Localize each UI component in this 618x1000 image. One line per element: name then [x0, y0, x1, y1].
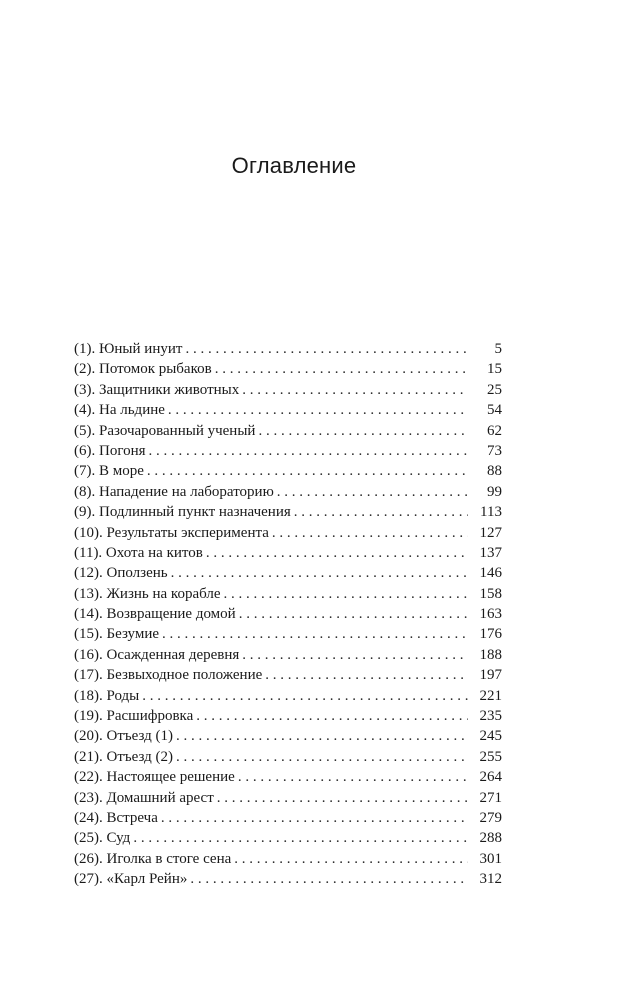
toc-entry-page-number: 197 [479, 667, 502, 684]
dot-leader [176, 747, 468, 767]
toc-entry-title: (11). Охота на китов [74, 544, 203, 561]
toc-entry-title: (14). Возвращение домой [74, 606, 236, 623]
toc-entry [74, 747, 502, 767]
toc-entry [74, 849, 502, 869]
toc-entry-title: (22). Настоящее решение [74, 769, 235, 786]
toc-entry [74, 828, 502, 848]
toc-entry [74, 624, 502, 644]
toc-entry-title: (1). Юный инуит [74, 341, 183, 357]
toc-entry [74, 502, 502, 522]
toc-entry-title: (3). Защитники животных [74, 381, 240, 398]
toc-entry [74, 563, 502, 583]
toc-entry-page-number: 312 [479, 871, 502, 888]
toc-entry-page-number: 245 [479, 728, 502, 745]
toc-entry-page-number: 188 [479, 646, 502, 663]
toc-entry [74, 808, 502, 828]
toc-entry [74, 421, 502, 441]
toc-entry-page-number: 301 [479, 850, 502, 867]
dot-leader [133, 828, 468, 848]
toc-entry [74, 706, 502, 726]
toc-entry-page-number: 73 [487, 442, 502, 459]
dot-leader [162, 624, 468, 644]
toc-entry-title: (16). Осажденная деревня [74, 646, 240, 663]
toc-entry-page-number: 158 [479, 585, 502, 602]
dot-leader [217, 788, 468, 808]
toc-entry [74, 584, 502, 604]
toc-entry [74, 645, 502, 665]
dot-leader [242, 645, 468, 665]
toc-entry-page-number: 127 [479, 524, 502, 541]
toc-entry-page-number: 221 [479, 687, 502, 704]
dot-leader [242, 380, 468, 400]
toc-entry-title: (25). Суд [74, 830, 131, 847]
toc-entry-title: (26). Иголка в стоге сена [74, 850, 232, 867]
dot-leader [239, 604, 468, 624]
toc-entry [74, 380, 502, 400]
toc-entry-title: (6). Погоня [74, 442, 146, 459]
dot-leader [190, 869, 468, 889]
toc-entry [74, 523, 502, 543]
toc-entry-title: (5). Разочарованный ученый [74, 422, 256, 439]
toc-entry-title: (23). Домашний арест [74, 789, 214, 806]
dot-leader [149, 441, 468, 461]
toc-entry-title: (27). «Карл Рейн» [74, 871, 188, 888]
toc-entry-page-number: 264 [479, 769, 502, 786]
toc-entry-title: (9). Подлинный пункт назначения [74, 504, 291, 521]
toc-entry-page-number: 99 [487, 483, 502, 500]
dot-leader [147, 461, 468, 481]
toc-entry-title: (21). Отъезд (2) [74, 748, 174, 765]
toc-entry [74, 461, 502, 481]
toc-entry [74, 767, 502, 787]
dot-leader [196, 706, 468, 726]
toc-entry [74, 339, 502, 359]
toc-entry-title: (8). Нападение на лабораторию [74, 483, 274, 500]
toc-entry-title: (13). Жизнь на корабле [74, 585, 221, 602]
toc-entry-page-number: 137 [479, 544, 502, 561]
dot-leader [224, 584, 468, 604]
toc-entry-page-number: 25 [487, 381, 502, 398]
toc-entry-page-number: 54 [487, 402, 502, 419]
toc-entry-title: (10). Результаты эксперимента [74, 524, 269, 541]
dot-leader [234, 849, 468, 869]
dot-leader [171, 563, 468, 583]
dot-leader [258, 421, 468, 441]
toc-entry [74, 686, 502, 706]
page-title: Оглавление [231, 152, 357, 178]
toc-entry [74, 726, 502, 746]
toc-entry-title: (20). Отъезд (1) [74, 728, 174, 745]
toc-entry [74, 543, 502, 563]
toc-entry [74, 441, 502, 461]
dot-leader [238, 767, 468, 787]
toc-entry-page-number: 15 [487, 361, 502, 378]
toc-entry-page-number: 279 [479, 809, 502, 826]
toc-entry-page-number: 62 [487, 422, 502, 439]
toc-entry-page-number: 255 [479, 748, 502, 765]
dot-leader [277, 482, 468, 502]
toc-entry [74, 400, 502, 420]
toc-entry-page-number: 271 [479, 789, 502, 806]
toc-entry-page-number: 113 [480, 504, 502, 521]
toc-entry [74, 788, 502, 808]
toc-entry-title: (18). Роды [74, 687, 140, 704]
dot-leader [168, 400, 468, 420]
toc-entry-page-number: 146 [479, 565, 502, 582]
toc-entry [74, 482, 502, 502]
toc-entry-page-number: 88 [487, 463, 502, 480]
toc-entry-title: (19). Расшифровка [74, 708, 194, 725]
dot-leader [272, 523, 468, 543]
dot-leader [185, 339, 468, 359]
dot-leader [161, 808, 468, 828]
toc-entry-title: (15). Безумие [74, 626, 160, 643]
dot-leader [176, 726, 468, 746]
toc-entry-title: (17). Безвыходное положение [74, 667, 263, 684]
dot-leader [265, 665, 468, 685]
table-of-contents [74, 339, 502, 890]
dot-leader [215, 359, 468, 379]
toc-entry [74, 869, 502, 889]
toc-entry-page-number: 235 [479, 708, 502, 725]
toc-entry-page-number: 5 [494, 341, 502, 357]
toc-entry [74, 665, 502, 685]
toc-entry-title: (4). На льдине [74, 402, 165, 419]
toc-entry-page-number: 176 [479, 626, 502, 643]
dot-leader [206, 543, 468, 563]
toc-entry [74, 359, 502, 379]
toc-entry-title: (7). В море [74, 463, 144, 480]
toc-entry-page-number: 288 [479, 830, 502, 847]
toc-entry-title: (24). Встреча [74, 809, 158, 826]
toc-entry-title: (12). Оползень [74, 565, 168, 582]
toc-entry-title: (2). Потомок рыбаков [74, 361, 212, 378]
dot-leader [294, 502, 468, 522]
toc-entry [74, 604, 502, 624]
dot-leader [142, 686, 468, 706]
toc-entry-page-number: 163 [479, 606, 502, 623]
